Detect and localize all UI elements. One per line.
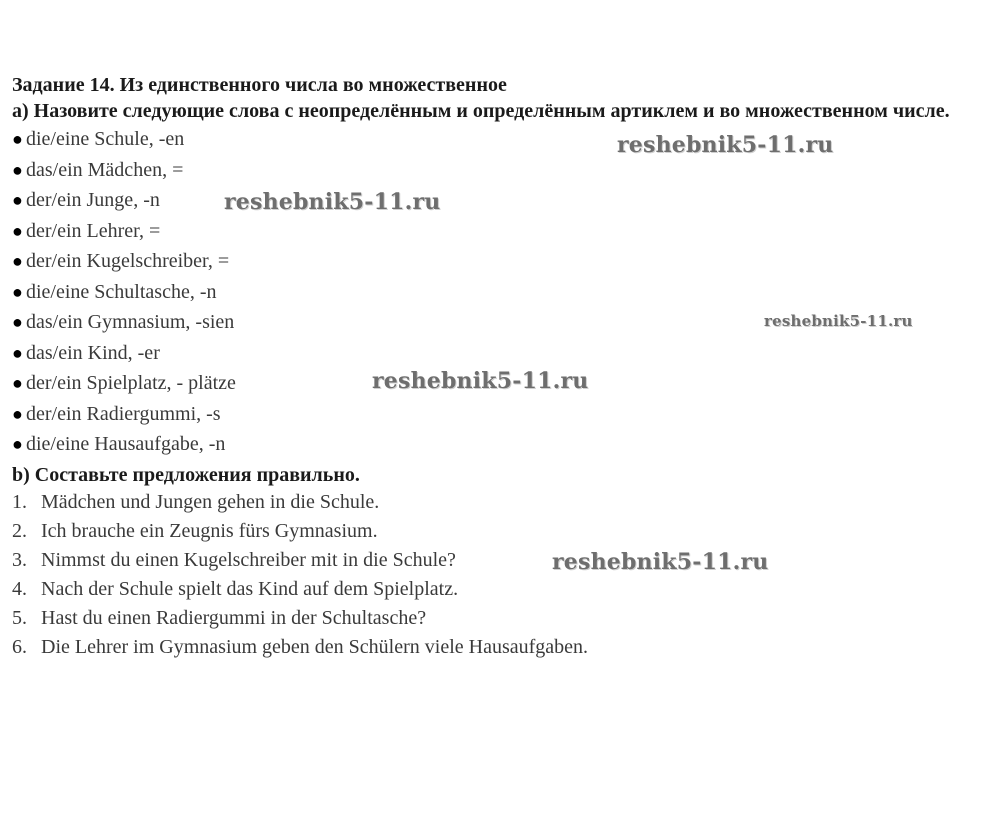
list-item [12,399,987,430]
watermark: reshebnik5-11.ru [552,549,769,575]
list-item [12,429,987,460]
word-list [12,124,987,460]
list-item [12,517,987,546]
list-item [12,575,987,604]
list-item [12,277,987,308]
task-title: Задание 14. Из единственного числа во множественное [12,74,507,96]
list-item [12,546,987,575]
sentence-number: 5. [12,606,27,629]
sentence-text: Nimmst du einen Kugelschreiber mit in die Schule? [41,548,456,571]
part-a-instruction: а) Назовите следующие слова с неопределённым и определённым артиклем и во множественном числе. [12,100,950,122]
word-entry: das/ein Gymnasium, -sien [26,311,235,333]
bullet-icon: ● [12,251,23,271]
bullet-icon: ● [12,220,23,241]
word-entry: die/eine Schultasche, -n [26,280,217,303]
bullet-icon: ● [12,312,23,332]
sentence-number: 1. [12,490,27,513]
bullet-icon: ● [12,190,23,210]
sentence-text: Nach der Schule spielt das Kind auf dem Spielplatz. [41,577,459,600]
watermark: reshebnik5-11.ru [372,368,589,394]
list-item [12,604,987,633]
word-entry: die/eine Schule, -en [26,128,185,150]
word-entry: der/ein Kugelschreiber, = [26,250,230,272]
sentence-text: Ich brauche ein Zeugnis fürs Gymnasium. [41,519,378,542]
bullet-icon: ● [12,373,23,393]
word-entry: die/eine Hausaufgabe, -n [26,433,226,455]
list-item [12,155,987,186]
bullet-icon: ● [12,434,23,454]
watermark: reshebnik5-11.ru [224,189,441,215]
word-entry: der/ein Junge, -n [26,189,160,211]
document-page [12,72,987,662]
word-entry: der/ein Spielplatz, - plätze [26,372,236,394]
sentence-number: 6. [12,635,27,658]
sentence-number: 2. [12,519,27,542]
list-item [12,246,987,277]
list-item [12,338,987,369]
watermark: reshebnik5-11.ru [764,312,913,330]
sentence-text: Hast du einen Radiergummi in der Schultasche? [41,606,427,629]
bullet-icon: ● [12,403,23,424]
sentence-text: Mädchen und Jungen gehen in die Schule. [41,490,380,513]
bullet-icon: ● [12,159,23,180]
sentence-list [12,488,987,662]
list-item [12,633,987,662]
sentence-number: 3. [12,548,27,571]
list-item [12,216,987,247]
bullet-icon: ● [12,129,23,149]
word-entry: der/ein Radiergummi, -s [26,402,221,425]
bullet-icon: ● [12,342,23,363]
sentence-text: Die Lehrer im Gymnasium geben den Schülern viele Hausaufgaben. [41,635,589,658]
list-item [12,124,987,155]
word-entry: das/ein Mädchen, = [26,158,184,181]
list-item [12,185,987,216]
sentence-number: 4. [12,577,27,600]
bullet-icon: ● [12,281,23,302]
part-b-instruction: b) Составьте предложения правильно. [12,463,360,486]
word-entry: der/ein Lehrer, = [26,219,161,242]
word-entry: das/ein Kind, -er [26,341,160,364]
list-item [12,488,987,517]
watermark: reshebnik5-11.ru [617,132,834,158]
